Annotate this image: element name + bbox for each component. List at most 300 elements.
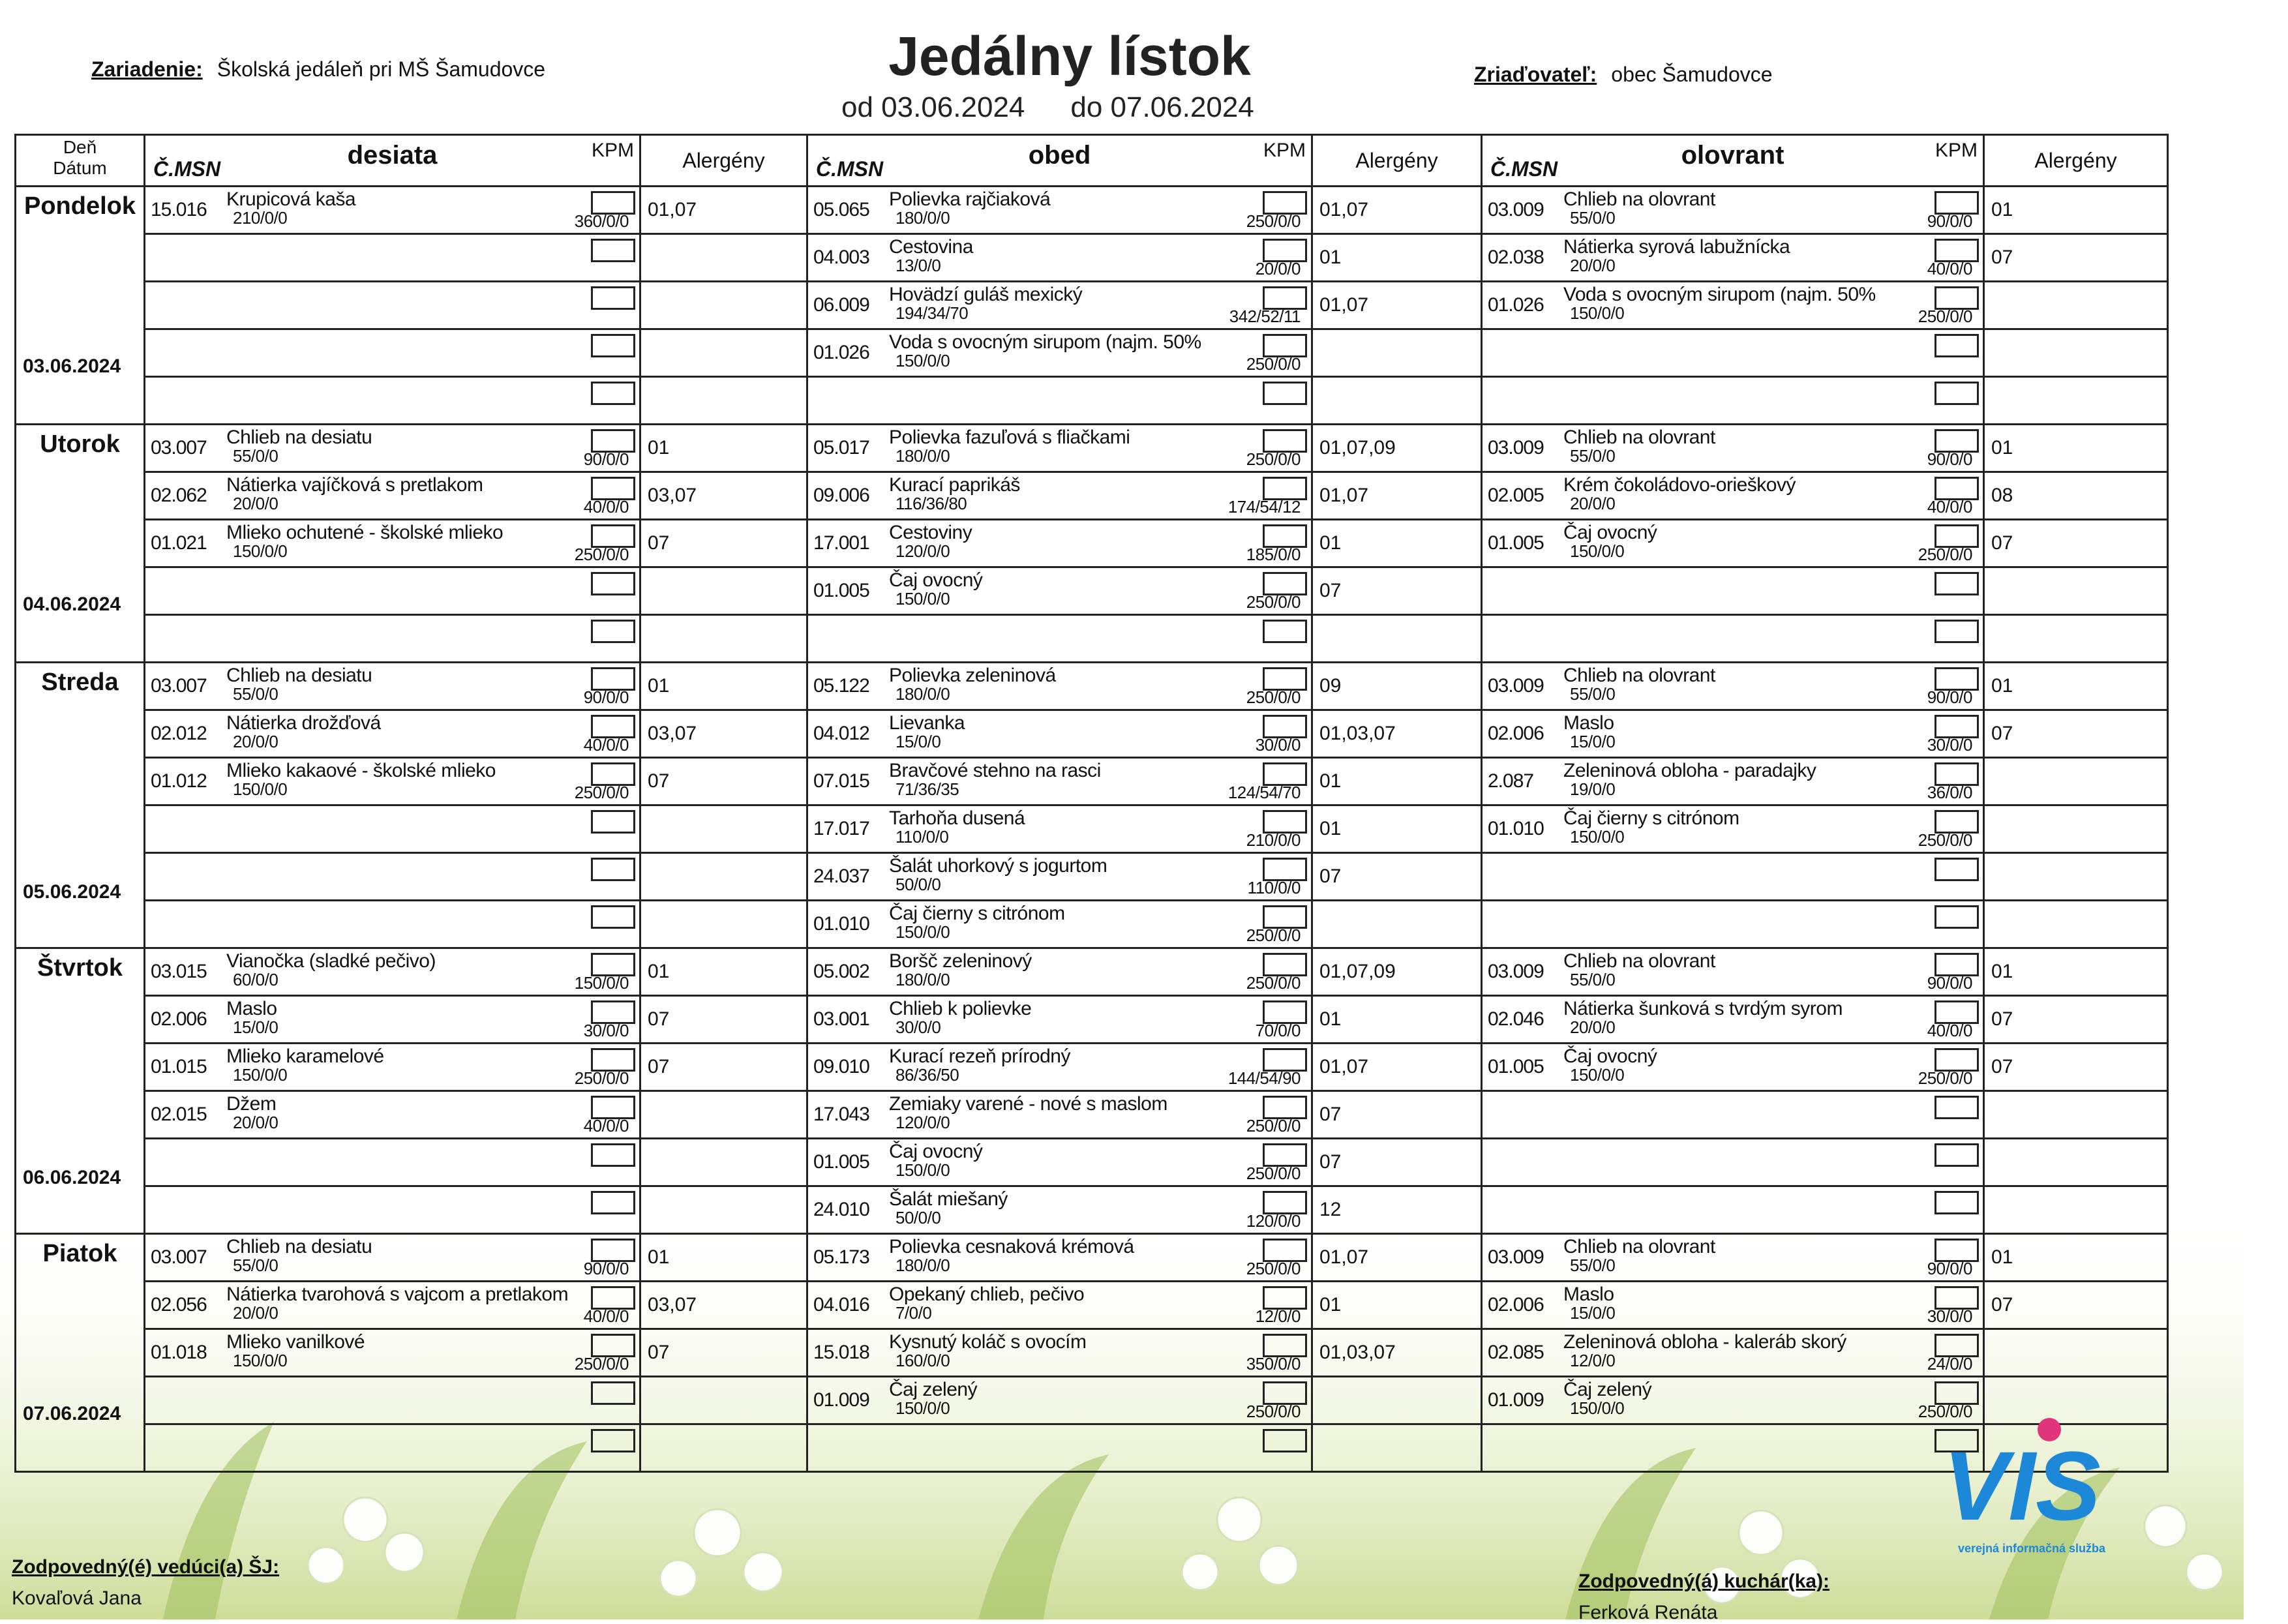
allergen-cell-obed [1312, 615, 1482, 663]
allergens: 03,07 [648, 723, 697, 744]
kpm-checkbox[interactable] [1934, 762, 1979, 786]
header-date: Dátum [53, 158, 107, 178]
kpm-checkbox[interactable] [1263, 286, 1307, 310]
item-val: 250/0/0 [1246, 687, 1301, 707]
allergen-cell-olovrant [1984, 996, 2168, 1044]
item-sub: 150/0/0 [896, 351, 950, 370]
allergen-cell-obed [1312, 805, 1482, 853]
item-name: Kurací rezeň prírodný [889, 1045, 1070, 1067]
item-name: Čaj zelený [1563, 1379, 1652, 1400]
item-code: 02.015 [151, 1104, 207, 1125]
item-code: 2.087 [1488, 770, 1534, 792]
item-val: 250/0/0 [1246, 211, 1301, 231]
item-val: 250/0/0 [1246, 354, 1301, 374]
kpm-checkbox[interactable] [591, 1048, 635, 1072]
meal-cell-obed [807, 472, 1312, 520]
meal-cell-obed [807, 758, 1312, 805]
allergen-cell-olovrant [1984, 710, 2168, 758]
kpm-checkbox[interactable] [591, 1096, 635, 1119]
allergen-cell-obed [1312, 758, 1482, 805]
allergens: 01,07 [1319, 1056, 1369, 1077]
kpm-checkbox[interactable] [1263, 382, 1307, 405]
allergen-cell-desiata [640, 520, 807, 567]
kpm-checkbox[interactable] [1263, 1334, 1307, 1357]
kpm-checkbox[interactable] [1934, 1334, 1979, 1357]
kpm-checkbox[interactable] [1934, 382, 1979, 405]
item-val: 90/0/0 [1927, 1259, 1972, 1278]
facility-value: Školská jedáleň pri MŠ Šamudovce [217, 57, 546, 81]
footer-cook [1578, 1571, 1829, 1624]
allergen-cell-olovrant [1984, 948, 2168, 996]
kpm-checkbox[interactable] [1263, 667, 1307, 691]
item-val: 250/0/0 [1246, 449, 1301, 469]
kpm-checkbox[interactable] [591, 382, 635, 405]
kpm-checkbox[interactable] [1934, 1048, 1979, 1072]
meal-cell-desiata [145, 425, 640, 472]
kpm-checkbox[interactable] [591, 1239, 635, 1262]
allergens: 07 [1991, 1008, 2013, 1030]
header-code: Č.MSN [153, 157, 221, 181]
kpm-checkbox[interactable] [1263, 620, 1307, 643]
kpm-checkbox[interactable] [591, 667, 635, 691]
table-row [16, 758, 2168, 805]
table-row [16, 1329, 2168, 1377]
header-kpm: KPM [591, 140, 634, 161]
meal-cell-obed [807, 710, 1312, 758]
table-header-row [16, 135, 2168, 187]
item-code: 01.005 [813, 580, 869, 601]
kpm-checkbox[interactable] [1934, 1286, 1979, 1310]
meal-cell-olovrant [1482, 758, 1984, 805]
kpm-checkbox[interactable] [591, 858, 635, 881]
kpm-checkbox[interactable] [1263, 1096, 1307, 1119]
meal-cell-desiata [145, 1186, 640, 1234]
item-code: 03.009 [1488, 199, 1544, 220]
kpm-checkbox[interactable] [1263, 905, 1307, 929]
meal-cell-desiata [145, 805, 640, 853]
kpm-checkbox[interactable] [1934, 477, 1979, 500]
header-code: Č.MSN [816, 157, 884, 181]
item-name: Chlieb na olovrant [1563, 665, 1715, 686]
kpm-checkbox[interactable] [591, 905, 635, 929]
allergen-cell-obed [1312, 282, 1482, 329]
allergen-cell-olovrant [1984, 663, 2168, 710]
kpm-checkbox[interactable] [1934, 191, 1979, 215]
table-row [16, 948, 2168, 996]
table-row [16, 329, 2168, 377]
day-name: Piatok [42, 1240, 117, 1267]
meal-cell-desiata [145, 377, 640, 425]
kpm-checkbox[interactable] [1934, 715, 1979, 738]
meal-cell-desiata [145, 1329, 640, 1377]
kpm-checkbox[interactable] [1934, 239, 1979, 262]
allergen-cell-desiata [640, 1424, 807, 1472]
kpm-checkbox[interactable] [1263, 762, 1307, 786]
kpm-checkbox[interactable] [1934, 620, 1979, 643]
item-name: Chlieb na desiatu [226, 1236, 372, 1257]
allergens: 07 [1319, 580, 1342, 601]
menu-body [16, 187, 2168, 1472]
table-row [16, 663, 2168, 710]
kpm-checkbox[interactable] [591, 286, 635, 310]
item-name: Hovädzí guláš mexický [889, 284, 1083, 305]
item-code: 03.009 [1488, 675, 1544, 697]
item-sub: 150/0/0 [896, 589, 950, 609]
meal-cell-olovrant [1482, 853, 1984, 901]
vis-logo [1924, 1415, 2139, 1565]
item-name: Chlieb na olovrant [1563, 950, 1715, 972]
meal-cell-desiata [145, 282, 640, 329]
meal-cell-desiata [145, 758, 640, 805]
item-sub: 71/36/35 [896, 779, 959, 799]
kpm-checkbox[interactable] [1263, 1143, 1307, 1167]
meal-cell-olovrant [1482, 1377, 1984, 1424]
allergen-cell-desiata [640, 1329, 807, 1377]
item-val: 250/0/0 [1918, 830, 1972, 850]
kpm-checkbox[interactable] [591, 1191, 635, 1214]
item-name: Mlieko vanilkové [226, 1331, 365, 1353]
allergens: 01 [1319, 770, 1342, 792]
meal-cell-olovrant [1482, 234, 1984, 282]
meal-cell-olovrant [1482, 615, 1984, 663]
table-row [16, 710, 2168, 758]
allergens: 01 [648, 675, 670, 697]
item-val: 90/0/0 [1927, 973, 1972, 993]
table-row [16, 377, 2168, 425]
day-name: Utorok [40, 430, 120, 458]
kpm-checkbox[interactable] [1263, 477, 1307, 500]
allergen-cell-obed [1312, 1329, 1482, 1377]
meal-cell-desiata [145, 1044, 640, 1091]
kpm-checkbox[interactable] [1934, 667, 1979, 691]
allergens: 01 [1319, 1294, 1342, 1316]
allergens: 01 [1991, 199, 2013, 220]
allergen-cell-desiata [640, 758, 807, 805]
kpm-checkbox[interactable] [1934, 1000, 1979, 1024]
meal-cell-obed [807, 1091, 1312, 1139]
meal-cell-desiata [145, 1377, 640, 1424]
kpm-checkbox[interactable] [591, 524, 635, 548]
item-val: 24/0/0 [1927, 1354, 1972, 1374]
item-name: Vianočka (sladké pečivo) [226, 950, 436, 972]
allergens: 01,07,09 [1319, 961, 1396, 982]
item-sub: 55/0/0 [233, 1256, 278, 1275]
header-allergens-desiata [640, 135, 807, 187]
item-val: 40/0/0 [1927, 259, 1972, 278]
item-code: 04.016 [813, 1294, 869, 1316]
allergens: 07 [648, 1008, 670, 1030]
kpm-checkbox[interactable] [1934, 1143, 1979, 1167]
allergen-cell-desiata [640, 663, 807, 710]
kpm-checkbox[interactable] [1934, 1381, 1979, 1405]
kpm-checkbox[interactable] [1263, 953, 1307, 976]
kpm-checkbox[interactable] [1263, 1191, 1307, 1214]
period-to: do 07.06.2024 [1070, 91, 1254, 123]
kpm-checkbox[interactable] [591, 1000, 635, 1024]
meal-cell-obed [807, 567, 1312, 615]
item-sub: 150/0/0 [896, 922, 950, 942]
meal-cell-olovrant [1482, 805, 1984, 853]
header-allergens-label: Alergény [1355, 149, 1438, 172]
item-sub: 19/0/0 [1570, 779, 1616, 799]
item-sub: 55/0/0 [1570, 208, 1616, 228]
item-val: 250/0/0 [1246, 925, 1301, 945]
item-code: 03.009 [1488, 1246, 1544, 1268]
kpm-checkbox[interactable] [1263, 524, 1307, 548]
item-sub: 150/0/0 [233, 1065, 288, 1085]
allergen-cell-olovrant [1984, 567, 2168, 615]
kpm-checkbox[interactable] [1263, 191, 1307, 215]
item-val: 40/0/0 [583, 497, 629, 517]
allergen-cell-obed [1312, 1377, 1482, 1424]
item-code: 24.010 [813, 1199, 869, 1220]
kpm-checkbox[interactable] [1934, 810, 1979, 834]
item-name: Čaj zelený [889, 1379, 978, 1400]
meal-cell-olovrant [1482, 996, 1984, 1044]
item-name: Chlieb na desiatu [226, 427, 372, 448]
meal-cell-desiata [145, 901, 640, 948]
meal-cell-obed [807, 1377, 1312, 1424]
kpm-checkbox[interactable] [1934, 524, 1979, 548]
item-sub: 50/0/0 [896, 875, 941, 894]
meal-cell-olovrant [1482, 329, 1984, 377]
kpm-checkbox[interactable] [591, 762, 635, 786]
kpm-checkbox[interactable] [591, 810, 635, 834]
kpm-checkbox[interactable] [591, 1429, 635, 1452]
day-name: Štvrtok [37, 954, 123, 982]
allergen-cell-olovrant [1984, 187, 2168, 234]
item-sub: 86/36/50 [896, 1065, 959, 1085]
meal-cell-olovrant [1482, 520, 1984, 567]
header-meal-obed: obed [1028, 141, 1091, 170]
allergens: 03,07 [648, 485, 697, 506]
kpm-checkbox[interactable] [1934, 429, 1979, 453]
allergen-cell-obed [1312, 663, 1482, 710]
item-name: Polievka cesnaková krémová [889, 1236, 1134, 1257]
kpm-checkbox[interactable] [1263, 1381, 1307, 1405]
kpm-checkbox[interactable] [591, 953, 635, 976]
item-sub: 20/0/0 [233, 732, 278, 751]
item-sub: 180/0/0 [896, 446, 950, 466]
meal-cell-olovrant [1482, 1139, 1984, 1186]
kpm-checkbox[interactable] [591, 1143, 635, 1167]
kpm-checkbox[interactable] [1263, 1429, 1307, 1452]
item-val: 250/0/0 [574, 1354, 629, 1374]
footer-manager [12, 1556, 279, 1610]
day-date: 07.06.2024 [23, 1403, 121, 1424]
item-name: Kysnutý koláč s ovocím [889, 1331, 1087, 1353]
kpm-checkbox[interactable] [591, 1334, 635, 1357]
item-val: 40/0/0 [1927, 497, 1972, 517]
allergen-cell-desiata [640, 1091, 807, 1139]
kpm-checkbox[interactable] [591, 715, 635, 738]
item-code: 01.026 [813, 342, 869, 363]
allergen-cell-desiata [640, 1377, 807, 1424]
item-code: 02.006 [1488, 1294, 1544, 1316]
table-row [16, 996, 2168, 1044]
kpm-checkbox[interactable] [1934, 953, 1979, 976]
kpm-checkbox[interactable] [591, 191, 635, 215]
meal-cell-desiata [145, 996, 640, 1044]
allergen-cell-obed [1312, 567, 1482, 615]
allergens: 01 [1319, 532, 1342, 554]
allergen-cell-olovrant [1984, 472, 2168, 520]
kpm-checkbox[interactable] [1934, 858, 1979, 881]
kpm-checkbox[interactable] [1263, 1286, 1307, 1310]
item-code: 03.015 [151, 961, 207, 982]
kpm-checkbox[interactable] [591, 477, 635, 500]
allergens: 01 [648, 961, 670, 982]
item-name: Cestovina [889, 236, 973, 258]
allergen-cell-desiata [640, 853, 807, 901]
item-name: Čaj čierny s citrónom [889, 903, 1065, 924]
item-sub: 194/34/70 [896, 303, 969, 323]
item-name: Šalát miešaný [889, 1188, 1008, 1210]
allergen-cell-desiata [640, 329, 807, 377]
item-code: 03.007 [151, 437, 207, 459]
header-olovrant [1482, 135, 1984, 187]
header-day-date [16, 135, 145, 187]
kpm-checkbox[interactable] [1934, 1191, 1979, 1214]
item-val: 40/0/0 [1927, 1021, 1972, 1040]
item-code: 01.010 [813, 913, 869, 935]
allergen-cell-obed [1312, 1091, 1482, 1139]
kpm-checkbox[interactable] [591, 572, 635, 595]
kpm-checkbox[interactable] [591, 239, 635, 262]
period [841, 91, 1300, 124]
kpm-checkbox[interactable] [1263, 429, 1307, 453]
kpm-checkbox[interactable] [1263, 1000, 1307, 1024]
kpm-checkbox[interactable] [591, 620, 635, 643]
item-code: 15.018 [813, 1342, 869, 1363]
meal-cell-obed [807, 615, 1312, 663]
day-cell [16, 1234, 145, 1472]
kpm-checkbox[interactable] [591, 1381, 635, 1405]
item-name: Chlieb na olovrant [1563, 1236, 1715, 1257]
item-code: 03.007 [151, 675, 207, 697]
item-name: Voda s ovocným sirupom (najm. 50% [889, 331, 1201, 353]
item-val: 185/0/0 [1246, 545, 1301, 564]
kpm-checkbox[interactable] [1263, 715, 1307, 738]
meal-cell-desiata [145, 472, 640, 520]
item-val: 90/0/0 [583, 449, 629, 469]
allergen-cell-olovrant [1984, 901, 2168, 948]
allergen-cell-obed [1312, 377, 1482, 425]
meal-cell-olovrant [1482, 1424, 1984, 1472]
kpm-checkbox[interactable] [591, 1286, 635, 1310]
allergens: 07 [1991, 532, 2013, 554]
item-name: Nátierka tvarohová s vajcom a pretlakom [226, 1284, 569, 1305]
facility-label: Zariadenie: [91, 57, 203, 81]
table-row [16, 1091, 2168, 1139]
item-sub: 110/0/0 [896, 827, 949, 847]
item-name: Tarhoňa dusená [889, 807, 1025, 829]
item-val: 150/0/0 [574, 973, 629, 993]
item-val: 90/0/0 [583, 1259, 629, 1278]
meal-cell-olovrant [1482, 901, 1984, 948]
item-code: 02.046 [1488, 1008, 1544, 1030]
item-name: Čaj čierny s citrónom [1563, 807, 1739, 829]
allergen-cell-olovrant [1984, 615, 2168, 663]
kpm-checkbox[interactable] [1263, 572, 1307, 595]
day-name: Streda [41, 669, 119, 696]
kpm-checkbox[interactable] [1263, 858, 1307, 881]
item-name: Čaj ovocný [1563, 1045, 1657, 1067]
meal-cell-obed [807, 425, 1312, 472]
meal-cell-desiata [145, 1282, 640, 1329]
meal-cell-obed [807, 1139, 1312, 1186]
kpm-checkbox[interactable] [1263, 334, 1307, 357]
allergens: 01,07 [648, 199, 697, 220]
item-code: 05.002 [813, 961, 869, 982]
allergen-cell-desiata [640, 1186, 807, 1234]
item-name: Zeleninová obloha - paradajky [1563, 760, 1816, 781]
meal-cell-obed [807, 948, 1312, 996]
kpm-checkbox[interactable] [1934, 1096, 1979, 1119]
meal-cell-olovrant [1482, 1186, 1984, 1234]
item-code: 01.015 [151, 1056, 207, 1077]
item-code: 02.005 [1488, 485, 1544, 506]
meal-cell-obed [807, 329, 1312, 377]
kpm-checkbox[interactable] [1263, 1239, 1307, 1262]
item-name: Mlieko karamelové [226, 1045, 384, 1067]
allergens: 01 [1991, 675, 2013, 697]
item-val: 250/0/0 [1918, 1402, 1972, 1421]
item-sub: 150/0/0 [1570, 827, 1625, 847]
allergen-cell-obed [1312, 996, 1482, 1044]
allergens: 07 [1991, 723, 2013, 744]
meal-cell-obed [807, 234, 1312, 282]
kpm-checkbox[interactable] [1263, 1048, 1307, 1072]
allergen-cell-obed [1312, 1139, 1482, 1186]
item-sub: 150/0/0 [896, 1160, 950, 1180]
day-date: 03.06.2024 [23, 355, 121, 377]
allergen-cell-desiata [640, 805, 807, 853]
kpm-checkbox[interactable] [1263, 239, 1307, 262]
meal-cell-obed [807, 1424, 1312, 1472]
item-sub: 55/0/0 [1570, 446, 1616, 466]
kpm-checkbox[interactable] [591, 429, 635, 453]
allergen-cell-desiata [640, 948, 807, 996]
item-code: 05.122 [813, 675, 869, 697]
allergens: 01,07 [1319, 1246, 1369, 1268]
item-val: 20/0/0 [1255, 259, 1301, 278]
kpm-checkbox[interactable] [1263, 810, 1307, 834]
item-code: 02.062 [151, 485, 207, 506]
item-val: 250/0/0 [1918, 1068, 1972, 1088]
allergens: 01,07 [1319, 485, 1369, 506]
kpm-checkbox[interactable] [1934, 1239, 1979, 1262]
item-name: Maslo [1563, 1284, 1614, 1305]
item-name: Čaj ovocný [1563, 522, 1657, 543]
table-row [16, 187, 2168, 234]
kpm-checkbox[interactable] [1934, 334, 1979, 357]
kpm-checkbox[interactable] [1934, 905, 1979, 929]
table-row [16, 1424, 2168, 1472]
kpm-checkbox[interactable] [1934, 286, 1979, 310]
item-name: Chlieb na olovrant [1563, 427, 1715, 448]
meal-cell-obed [807, 805, 1312, 853]
item-name: Chlieb na olovrant [1563, 188, 1715, 210]
item-sub: 55/0/0 [1570, 684, 1616, 704]
item-sub: 15/0/0 [233, 1017, 278, 1037]
table-row [16, 1282, 2168, 1329]
kpm-checkbox[interactable] [591, 334, 635, 357]
item-code: 09.010 [813, 1056, 869, 1077]
item-val: 30/0/0 [1927, 1306, 1972, 1326]
item-code: 05.017 [813, 437, 869, 459]
kpm-checkbox[interactable] [1934, 572, 1979, 595]
